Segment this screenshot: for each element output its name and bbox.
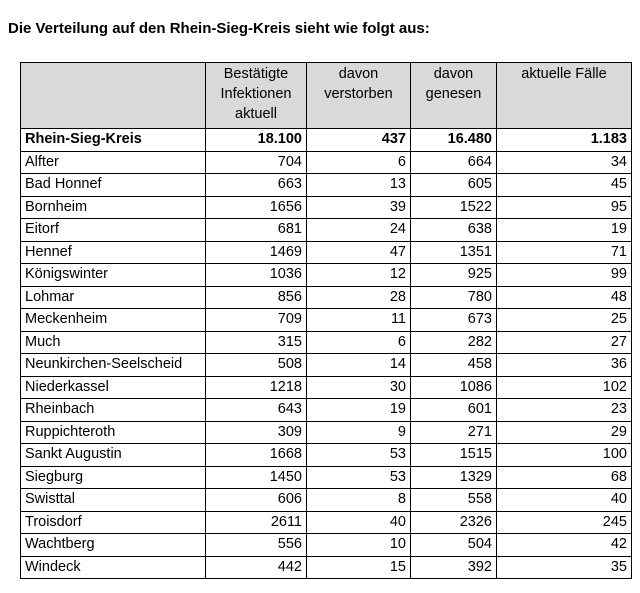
distribution-table xyxy=(20,62,632,579)
infected-cell: 643 xyxy=(206,399,307,422)
current-cell: 25 xyxy=(497,309,632,332)
table-row xyxy=(21,399,632,422)
died-cell: 53 xyxy=(307,466,411,489)
recovered-cell: 605 xyxy=(411,174,497,197)
infected-cell: 709 xyxy=(206,309,307,332)
infected-cell: 856 xyxy=(206,286,307,309)
recovered-cell: 601 xyxy=(411,399,497,422)
table-row xyxy=(21,219,632,242)
infected-cell: 508 xyxy=(206,354,307,377)
current-cell: 42 xyxy=(497,534,632,557)
header-confirmed-infections: Bestätigte Infektionen aktuell xyxy=(206,63,307,129)
municipality-name: Hennef xyxy=(21,241,206,264)
recovered-cell: 925 xyxy=(411,264,497,287)
infected-cell: 704 xyxy=(206,151,307,174)
recovered-cell: 664 xyxy=(411,151,497,174)
municipality-name: Lohmar xyxy=(21,286,206,309)
total-current: 1.183 xyxy=(497,129,632,152)
infected-cell: 1450 xyxy=(206,466,307,489)
recovered-cell: 1351 xyxy=(411,241,497,264)
infected-cell: 663 xyxy=(206,174,307,197)
recovered-cell: 1329 xyxy=(411,466,497,489)
died-cell: 6 xyxy=(307,151,411,174)
table-row xyxy=(21,534,632,557)
died-cell: 9 xyxy=(307,421,411,444)
header-row xyxy=(21,63,632,129)
municipality-name: Meckenheim xyxy=(21,309,206,332)
infected-cell: 442 xyxy=(206,556,307,579)
table-row xyxy=(21,556,632,579)
municipality-name: Bad Honnef xyxy=(21,174,206,197)
infected-cell: 556 xyxy=(206,534,307,557)
died-cell: 28 xyxy=(307,286,411,309)
infected-cell: 1668 xyxy=(206,444,307,467)
table-row xyxy=(21,151,632,174)
current-cell: 245 xyxy=(497,511,632,534)
current-cell: 102 xyxy=(497,376,632,399)
current-cell: 19 xyxy=(497,219,632,242)
died-cell: 14 xyxy=(307,354,411,377)
died-cell: 24 xyxy=(307,219,411,242)
table-row xyxy=(21,421,632,444)
current-cell: 35 xyxy=(497,556,632,579)
municipality-name: Wachtberg xyxy=(21,534,206,557)
table-row xyxy=(21,241,632,264)
municipality-name: Much xyxy=(21,331,206,354)
died-cell: 40 xyxy=(307,511,411,534)
current-cell: 68 xyxy=(497,466,632,489)
died-cell: 39 xyxy=(307,196,411,219)
current-cell: 36 xyxy=(497,354,632,377)
died-cell: 8 xyxy=(307,489,411,512)
municipality-name: Siegburg xyxy=(21,466,206,489)
died-cell: 12 xyxy=(307,264,411,287)
total-recovered: 16.480 xyxy=(411,129,497,152)
died-cell: 13 xyxy=(307,174,411,197)
recovered-cell: 504 xyxy=(411,534,497,557)
municipality-name: Ruppichteroth xyxy=(21,421,206,444)
recovered-cell: 282 xyxy=(411,331,497,354)
municipality-name: Niederkassel xyxy=(21,376,206,399)
current-cell: 34 xyxy=(497,151,632,174)
municipality-name: Neunkirchen-Seelscheid xyxy=(21,354,206,377)
table-row xyxy=(21,354,632,377)
municipality-name: Bornheim xyxy=(21,196,206,219)
died-cell: 19 xyxy=(307,399,411,422)
table-row xyxy=(21,444,632,467)
current-cell: 71 xyxy=(497,241,632,264)
recovered-cell: 780 xyxy=(411,286,497,309)
table-row xyxy=(21,376,632,399)
current-cell: 23 xyxy=(497,399,632,422)
table-row xyxy=(21,196,632,219)
infected-cell: 2611 xyxy=(206,511,307,534)
recovered-cell: 392 xyxy=(411,556,497,579)
municipality-name: Königswinter xyxy=(21,264,206,287)
recovered-cell: 1086 xyxy=(411,376,497,399)
recovered-cell: 673 xyxy=(411,309,497,332)
current-cell: 95 xyxy=(497,196,632,219)
table-row xyxy=(21,331,632,354)
died-cell: 15 xyxy=(307,556,411,579)
page-heading: Die Verteilung auf den Rhein-Sieg-Kreis sieht wie folgt aus: xyxy=(8,20,430,37)
current-cell: 40 xyxy=(497,489,632,512)
table-row xyxy=(21,264,632,287)
infected-cell: 1469 xyxy=(206,241,307,264)
municipality-name: Eitorf xyxy=(21,219,206,242)
table-row xyxy=(21,174,632,197)
current-cell: 48 xyxy=(497,286,632,309)
municipality-name: Alfter xyxy=(21,151,206,174)
total-name: Rhein-Sieg-Kreis xyxy=(21,129,206,152)
died-cell: 47 xyxy=(307,241,411,264)
municipality-name: Windeck xyxy=(21,556,206,579)
table-row xyxy=(21,466,632,489)
recovered-cell: 1522 xyxy=(411,196,497,219)
recovered-cell: 271 xyxy=(411,421,497,444)
died-cell: 30 xyxy=(307,376,411,399)
current-cell: 27 xyxy=(497,331,632,354)
infected-cell: 315 xyxy=(206,331,307,354)
total-row xyxy=(21,129,632,152)
recovered-cell: 638 xyxy=(411,219,497,242)
table-row xyxy=(21,286,632,309)
infected-cell: 1218 xyxy=(206,376,307,399)
infected-cell: 681 xyxy=(206,219,307,242)
infected-cell: 606 xyxy=(206,489,307,512)
total-infected: 18.100 xyxy=(206,129,307,152)
died-cell: 11 xyxy=(307,309,411,332)
infected-cell: 1656 xyxy=(206,196,307,219)
header-current-cases: aktuelle Fälle xyxy=(497,63,632,129)
municipality-name: Troisdorf xyxy=(21,511,206,534)
current-cell: 45 xyxy=(497,174,632,197)
municipality-name: Sankt Augustin xyxy=(21,444,206,467)
current-cell: 29 xyxy=(497,421,632,444)
recovered-cell: 558 xyxy=(411,489,497,512)
died-cell: 6 xyxy=(307,331,411,354)
header-deceased: davon verstorben xyxy=(307,63,411,129)
table-row xyxy=(21,489,632,512)
table-row xyxy=(21,309,632,332)
current-cell: 99 xyxy=(497,264,632,287)
recovered-cell: 1515 xyxy=(411,444,497,467)
municipality-name: Rheinbach xyxy=(21,399,206,422)
total-died: 437 xyxy=(307,129,411,152)
header-municipality xyxy=(21,63,206,129)
header-recovered: davon genesen xyxy=(411,63,497,129)
infected-cell: 1036 xyxy=(206,264,307,287)
infected-cell: 309 xyxy=(206,421,307,444)
died-cell: 53 xyxy=(307,444,411,467)
current-cell: 100 xyxy=(497,444,632,467)
municipality-name: Swisttal xyxy=(21,489,206,512)
table-row xyxy=(21,511,632,534)
died-cell: 10 xyxy=(307,534,411,557)
recovered-cell: 458 xyxy=(411,354,497,377)
recovered-cell: 2326 xyxy=(411,511,497,534)
